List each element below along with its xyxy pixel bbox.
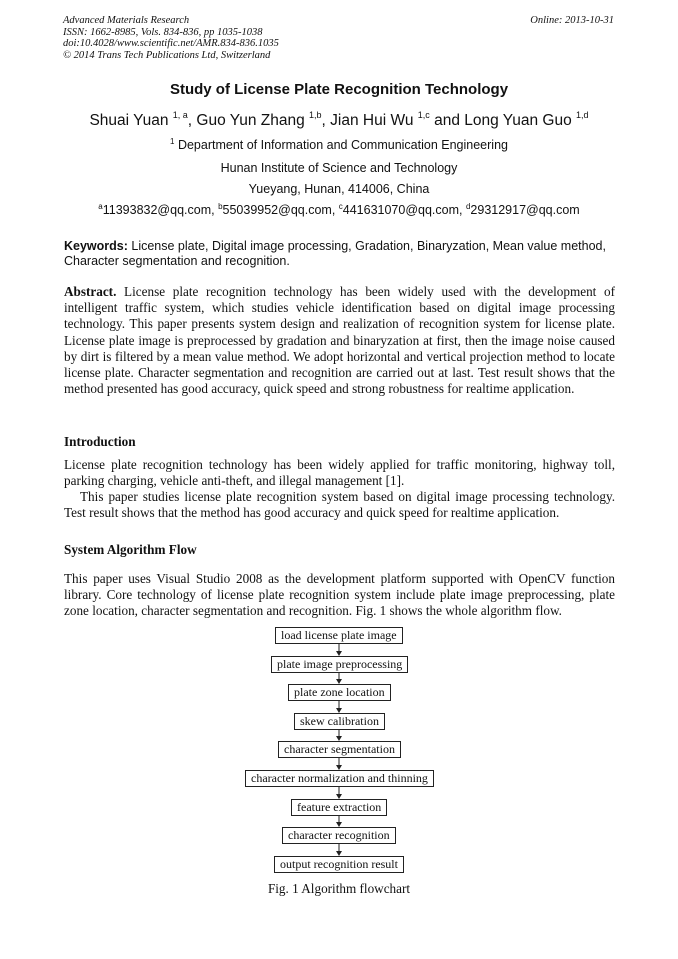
flowchart-step: output recognition result: [274, 856, 404, 873]
introduction-paragraph-2: [64, 489, 615, 521]
author-affiliation-sup: 1,d: [576, 110, 589, 120]
online-date: Online: 2013-10-31: [530, 15, 614, 26]
author-affiliation-sup: 1,b: [309, 110, 322, 120]
flowchart-step: character segmentation: [278, 741, 401, 758]
author-separator: ,: [187, 112, 197, 129]
author-name: Jian Hui Wu: [330, 112, 418, 129]
author-affiliation-sup: 1, a: [172, 110, 188, 120]
figure-caption: Fig. 1 Algorithm flowchart: [267, 881, 411, 896]
author-email: 441631070@qq.com: [342, 203, 460, 217]
flowchart-step: plate image preprocessing: [271, 656, 408, 673]
flowchart-arrow: [334, 673, 344, 684]
author-email: 11393832@qq.com: [102, 203, 212, 217]
affiliation-department: [0, 138, 678, 152]
issn-line: ISSN: 1662-8985, Vols. 834-836, pp 1035-1038: [63, 26, 263, 38]
system-flow-heading: System Algorithm Flow: [64, 542, 197, 557]
flowchart-arrow: [334, 730, 344, 741]
author-emails: [0, 203, 678, 217]
department-text: Department of Information and Communication Engineering: [177, 138, 508, 152]
email-separator: ,: [331, 203, 339, 217]
flowchart-arrow: [334, 844, 344, 856]
paper-title: Study of License Plate Recognition Technology: [169, 81, 509, 98]
affiliation-institute: Hunan Institute of Science and Technology: [220, 161, 458, 175]
email-sup: b: [218, 202, 223, 211]
abstract-label: Abstract.: [64, 284, 117, 299]
flowchart-step: skew calibration: [294, 713, 385, 730]
author-name: Long Yuan Guo: [464, 112, 577, 129]
introduction-paragraph-1: License plate recognition technology has been widely applied for traffic monitoring, highway toll, parking charging, vehicle anti-theft, and illegal management [1].: [64, 457, 615, 489]
flowchart-arrow: [334, 644, 344, 656]
abstract-block: [64, 284, 615, 397]
abstract-text: License plate recognition technology has been widely used with the development of intelligent traffic system, which studies vehicle identification based on digital image processing technology. This paper presents system design and realization of recognition system for license plate. License plate image is preprocessed by gradation and binaryzation at first, then the image noise caused by dirt is filtered by a mean value method. We adopt horizontal and vertical projection method to locate license plate. Character segmentation and recognition are carried out at last. Test result shows that the method presented has good accuracy, quick speed and strong robustness for realtime application.: [64, 284, 615, 397]
keywords-text: License plate, Digital image processing, Gradation, Binaryzation, Mean value method, Character segmentation and recognition.: [64, 239, 606, 268]
journal-header: [63, 15, 279, 61]
keywords-label: Keywords:: [64, 239, 128, 253]
system-flow-paragraph: This paper uses Visual Studio 2008 as the development platform supported with OpenCV function library. Core technology of license plate recognition system include plate image preprocessing, plate zone location, character segmentation and recognition. Fig. 1 shows the whole algorithm flow.: [64, 571, 615, 619]
flowchart-arrow: [334, 758, 344, 770]
author-name: Guo Yun Zhang: [196, 112, 310, 129]
introduction-heading: Introduction: [64, 434, 136, 449]
copyright-line: © 2014 Trans Tech Publications Ltd, Switzerland: [63, 49, 271, 61]
flowchart-step: plate zone location: [288, 684, 391, 701]
affiliation-sup: 1: [170, 137, 175, 146]
email-separator: ,: [459, 203, 466, 217]
doi-line: doi:10.4028/www.scientific.net/AMR.834-836.1035: [63, 38, 279, 49]
journal-name: Advanced Materials Research: [63, 15, 190, 26]
keywords-block: [64, 239, 617, 269]
flowchart-arrow: [334, 701, 344, 713]
email-sup: d: [465, 202, 471, 211]
flowchart-step: character recognition: [282, 827, 396, 844]
flowchart-step: feature extraction: [291, 799, 387, 816]
flowchart-arrow: [334, 816, 344, 827]
author-separator: and: [429, 112, 465, 129]
flowchart-step: character normalization and thinning: [245, 770, 434, 787]
author-email: 29312917@qq.com: [470, 203, 580, 217]
author-affiliation-sup: 1,c: [417, 110, 430, 120]
email-separator: ,: [211, 203, 219, 217]
email-sup: a: [98, 202, 103, 211]
author-email: 55039952@qq.com: [222, 203, 332, 217]
flowchart-step: load license plate image: [275, 627, 403, 644]
affiliation-location: Yueyang, Hunan, 414006, China: [248, 182, 430, 196]
author-list: [0, 112, 678, 130]
introduction-paragraph-2-text: This paper studies license plate recognition system based on digital image processing technology. Test result shows that the method has good accuracy and quick speed for realtime application.: [64, 489, 615, 521]
author-separator: ,: [321, 112, 331, 129]
email-sup: c: [338, 202, 343, 211]
flowchart-arrow: [334, 787, 344, 799]
author-name: Shuai Yuan: [89, 112, 173, 129]
